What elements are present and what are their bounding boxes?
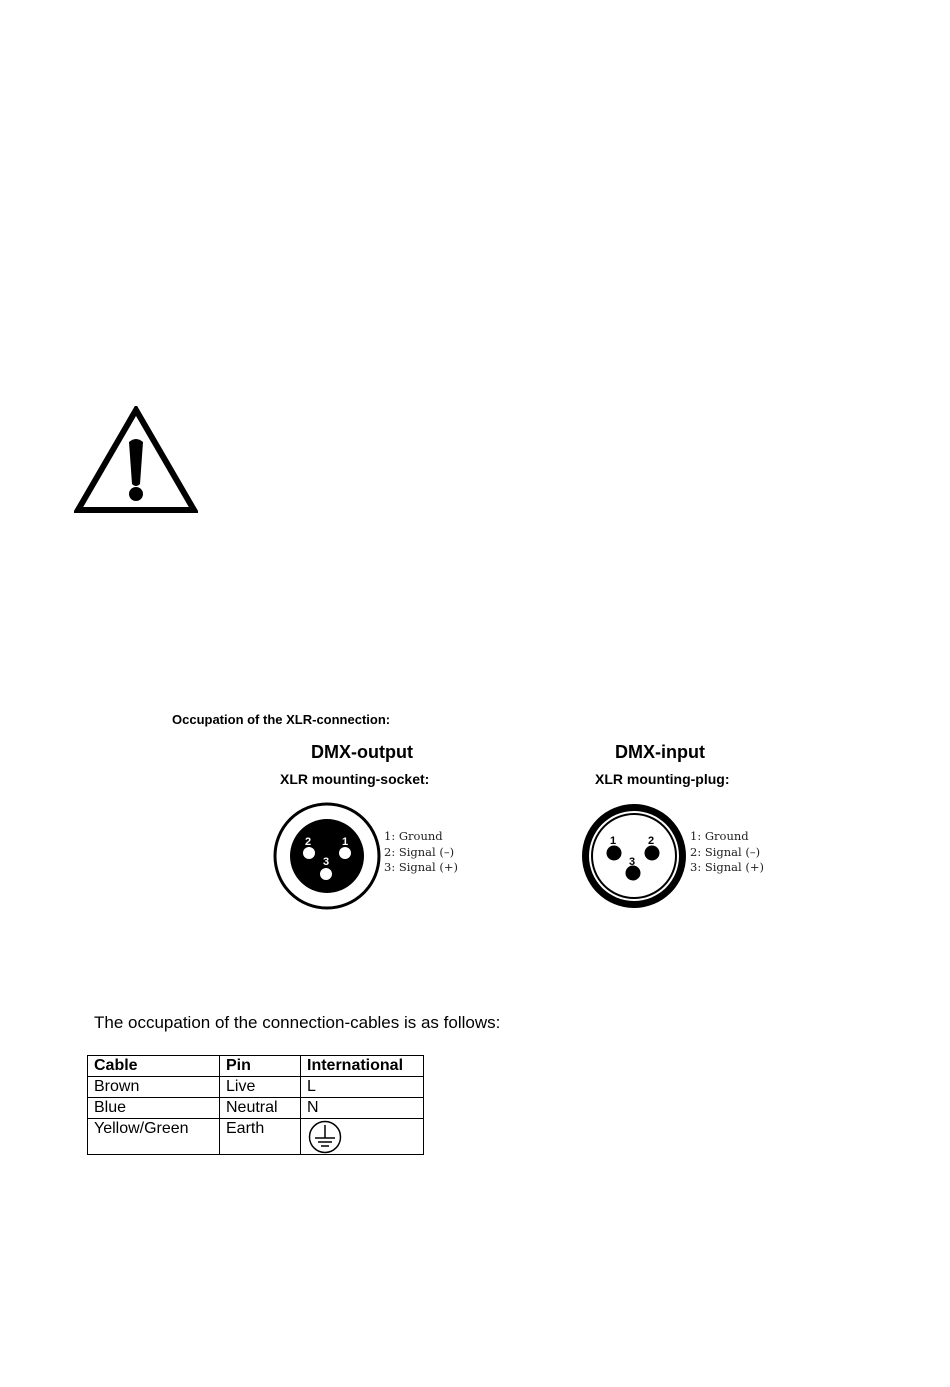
dmx-output-title: DMX-output [311,742,413,762]
plug-pin-2 [645,846,660,861]
pin-legend-2: 2: Signal (–) [384,844,455,859]
socket-pin-3 [320,868,332,880]
pin-legend-3: 3: Signal (+) [384,860,458,874]
dmx-input-title: DMX-input [615,742,705,762]
xlr-heading: Occupation of the XLR-connection: [172,712,391,727]
table-row [88,1077,424,1098]
cell-pin: Neutral [220,1098,301,1119]
plug-pin-1 [607,846,622,861]
socket-pin-label: 3 [322,856,330,868]
xlr-plug-diagram [579,801,689,911]
column-header-cable: Cable [88,1056,220,1077]
pin-legend-1: 1: Ground [384,829,443,843]
socket-pin-2 [303,847,315,859]
pin-legend-3: 3: Signal (+) [690,860,764,874]
socket-pin-1 [339,847,351,859]
column-header-pin: Pin [220,1056,301,1077]
plug-pin-label: 3 [628,856,636,868]
cell-cable: Blue [88,1098,220,1119]
pin-legend-1: 1: Ground [690,829,749,843]
dmx-input-subtitle: XLR mounting-plug: [595,771,730,787]
dmx-output-subtitle: XLR mounting-socket: [280,771,430,787]
output-pin-legend [384,829,458,876]
socket-pin-label: 1 [341,836,349,848]
table-row [88,1119,424,1155]
table-row [88,1098,424,1119]
socket-pin-label: 2 [304,836,312,848]
cell-international [301,1119,424,1155]
warning-icon [74,406,198,514]
plug-pin-label: 1 [609,835,617,847]
plug-pin-label: 2 [647,835,655,847]
cell-cable: Brown [88,1077,220,1098]
xlr-socket-diagram [272,801,382,911]
cable-table [87,1055,424,1155]
table-header-row [88,1056,424,1077]
pin-legend-2: 2: Signal (–) [690,844,761,859]
cell-international: L [301,1077,424,1098]
cell-cable: Yellow/Green [88,1119,220,1155]
earth-ground-icon [307,1120,343,1154]
cable-heading: The occupation of the connection-cables is as follows: [94,1013,501,1032]
cell-international: N [301,1098,424,1119]
column-header-international: International [301,1056,424,1077]
cell-pin: Live [220,1077,301,1098]
cell-pin: Earth [220,1119,301,1155]
input-pin-legend [690,829,764,876]
